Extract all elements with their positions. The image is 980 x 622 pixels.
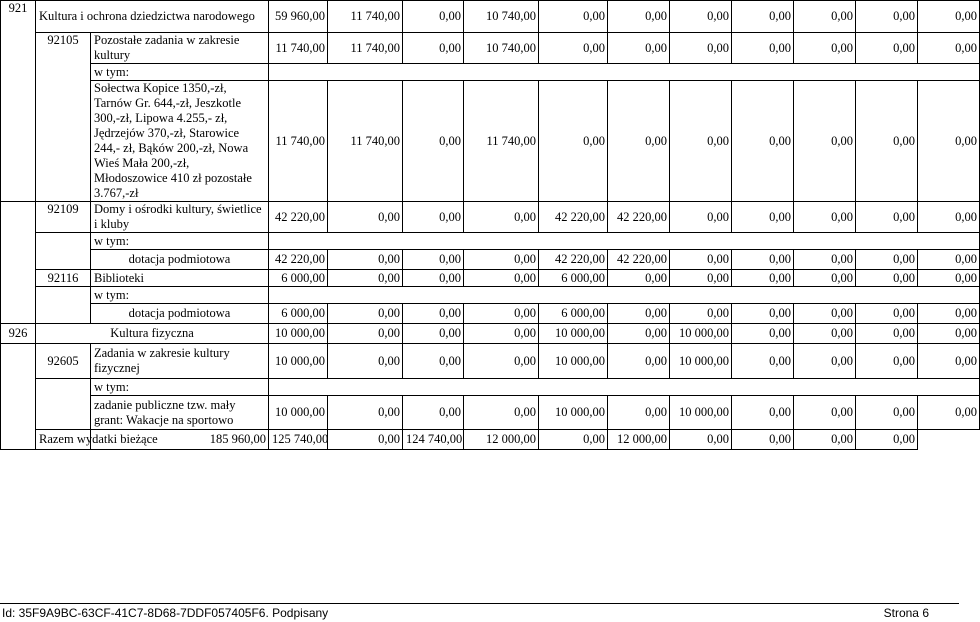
value-cell: 0,00	[794, 270, 856, 287]
value-cell: 0,00	[794, 344, 856, 379]
value-cell: 0,00	[403, 396, 464, 430]
name-cell: dotacja podmiotowa	[91, 304, 269, 324]
value-cell: 0,00	[403, 1, 464, 33]
value-cell: 0,00	[856, 1, 918, 33]
table-row	[1, 324, 980, 344]
page-number: Strona 6	[883, 606, 929, 620]
value-cell: 10 740,00	[464, 33, 539, 64]
value-cell: 0,00	[856, 33, 918, 64]
value-cell: 0,00	[732, 324, 794, 344]
value-cell: 0,00	[670, 1, 732, 33]
dzial-cell: 926	[1, 324, 36, 344]
value-cell: 0,00	[328, 202, 403, 233]
value-cell: 0,00	[794, 1, 856, 33]
name-cell: dotacja podmiotowa	[91, 250, 269, 270]
name-cell: Kultura fizyczna	[36, 324, 269, 344]
value-cell: 42 220,00	[539, 202, 608, 233]
value-cell: 10 000,00	[670, 396, 732, 430]
empty-cell	[1, 202, 36, 324]
value-cell: 0,00	[608, 1, 670, 33]
name-cell: w tym:	[91, 64, 269, 81]
value-cell: 0,00	[608, 270, 670, 287]
value-cell: 0,00	[918, 202, 980, 233]
value-cell: 0,00	[732, 202, 794, 233]
name-cell: w tym:	[91, 233, 269, 250]
total-value: 12 000,00	[464, 430, 539, 450]
value-cell: 10 000,00	[269, 324, 328, 344]
value-cell: 10 000,00	[269, 344, 328, 379]
empty-cell	[36, 379, 91, 430]
empty-cell	[269, 287, 980, 304]
value-cell: 42 220,00	[539, 250, 608, 270]
total-value: 0,00	[328, 430, 403, 450]
table-row	[1, 344, 980, 379]
total-value: 125 740,00	[269, 430, 328, 450]
table-row	[1, 287, 980, 304]
total-value: 0,00	[794, 430, 856, 450]
value-cell: 0,00	[403, 202, 464, 233]
total-value: 124 740,00	[403, 430, 464, 450]
value-cell: 42 220,00	[608, 202, 670, 233]
value-cell: 42 220,00	[269, 250, 328, 270]
value-cell: 0,00	[918, 270, 980, 287]
name-cell: Zadania w zakresie kultury fizycznej	[91, 344, 269, 379]
value-cell: 0,00	[539, 81, 608, 202]
value-cell: 0,00	[403, 270, 464, 287]
value-cell: 0,00	[794, 304, 856, 324]
value-cell: 0,00	[856, 304, 918, 324]
rozdzial-cell: 92109	[36, 202, 91, 233]
value-cell: 0,00	[403, 324, 464, 344]
value-cell: 11 740,00	[269, 33, 328, 64]
name-cell: w tym:	[91, 379, 269, 396]
value-cell: 0,00	[856, 250, 918, 270]
name-cell: zadanie publiczne tzw. mały grant: Wakacje na sportowo	[91, 396, 269, 430]
value-cell: 10 000,00	[269, 396, 328, 430]
value-cell: 0,00	[464, 304, 539, 324]
value-cell: 0,00	[403, 81, 464, 202]
empty-cell	[36, 287, 91, 324]
value-cell: 0,00	[732, 1, 794, 33]
value-cell: 0,00	[732, 81, 794, 202]
value-cell: 0,00	[608, 33, 670, 64]
value-cell: 0,00	[918, 324, 980, 344]
total-value: 0,00	[732, 430, 794, 450]
value-cell: 0,00	[328, 396, 403, 430]
empty-cell	[269, 64, 980, 81]
empty-cell	[1, 344, 36, 450]
value-cell: 0,00	[608, 344, 670, 379]
table-row	[1, 396, 980, 430]
value-cell: 0,00	[464, 250, 539, 270]
empty-cell	[36, 233, 91, 270]
value-cell: 6 000,00	[539, 304, 608, 324]
value-cell: 0,00	[918, 396, 980, 430]
value-cell: 0,00	[464, 270, 539, 287]
value-cell: 0,00	[670, 270, 732, 287]
value-cell: 0,00	[794, 202, 856, 233]
value-cell: 11 740,00	[269, 81, 328, 202]
value-cell: 0,00	[539, 33, 608, 64]
value-cell: 0,00	[403, 33, 464, 64]
table-row	[1, 1, 980, 33]
value-cell: 10 000,00	[539, 344, 608, 379]
value-cell: 0,00	[328, 304, 403, 324]
document-id: Id: 35F9A9BC-63CF-41C7-8D68-7DDF057405F6. Podpisany	[2, 606, 329, 620]
name-cell: Pozostałe zadania w zakresie kultury	[91, 33, 269, 64]
total-row	[1, 430, 980, 450]
rozdzial-cell: 92605	[36, 344, 91, 379]
value-cell: 0,00	[328, 324, 403, 344]
empty-cell	[269, 233, 980, 250]
value-cell: 0,00	[539, 1, 608, 33]
value-cell: 0,00	[464, 202, 539, 233]
name-cell: Kultura i ochrona dziedzictwa narodowego	[36, 1, 269, 33]
value-cell: 6 000,00	[269, 270, 328, 287]
value-cell: 0,00	[464, 344, 539, 379]
value-cell: 10 740,00	[464, 1, 539, 33]
total-value: 0,00	[856, 430, 918, 450]
value-cell: 0,00	[732, 304, 794, 324]
value-cell: 0,00	[732, 270, 794, 287]
value-cell: 0,00	[403, 344, 464, 379]
value-cell: 59 960,00	[269, 1, 328, 33]
value-cell: 0,00	[670, 81, 732, 202]
rozdzial-cell: 92116	[36, 270, 91, 287]
value-cell: 0,00	[794, 81, 856, 202]
value-cell: 0,00	[670, 250, 732, 270]
value-cell: 0,00	[918, 33, 980, 64]
name-cell: Sołectwa Kopice 1350,-zł, Tarnów Gr. 644,-zł, Jeszkotle 300,-zł, Lipowa 4.255,- zł, Jędrzejów 370,-zł, Starowice 244,- zł, Bąków 200,-zł, Nowa Wieś Mała 200,-zł, Młodoszowice 410 zł pozostałe 3.767,-zł	[91, 81, 269, 202]
table-row	[1, 64, 980, 81]
value-cell: 11 740,00	[328, 81, 403, 202]
total-label: Razem wydatki bieżące	[36, 430, 91, 450]
name-cell: w tym:	[91, 287, 269, 304]
value-cell: 0,00	[608, 324, 670, 344]
value-cell: 0,00	[732, 396, 794, 430]
value-cell: 0,00	[794, 324, 856, 344]
value-cell: 0,00	[732, 250, 794, 270]
table-row	[1, 379, 980, 396]
value-cell: 0,00	[608, 396, 670, 430]
value-cell: 0,00	[856, 81, 918, 202]
value-cell: 0,00	[794, 250, 856, 270]
value-cell: 11 740,00	[464, 81, 539, 202]
value-cell: 0,00	[918, 81, 980, 202]
value-cell: 0,00	[670, 33, 732, 64]
value-cell: 0,00	[608, 81, 670, 202]
empty-cell	[269, 379, 980, 396]
page-footer	[0, 603, 959, 622]
value-cell: 42 220,00	[608, 250, 670, 270]
table-row	[1, 202, 980, 233]
value-cell: 0,00	[328, 250, 403, 270]
value-cell: 0,00	[856, 344, 918, 379]
value-cell: 10 000,00	[539, 324, 608, 344]
value-cell: 0,00	[856, 202, 918, 233]
value-cell: 10 000,00	[539, 396, 608, 430]
value-cell: 0,00	[328, 270, 403, 287]
value-cell: 11 740,00	[328, 1, 403, 33]
total-value: 185 960,00	[91, 430, 269, 450]
table-row	[1, 233, 980, 250]
value-cell: 0,00	[856, 324, 918, 344]
value-cell: 0,00	[464, 396, 539, 430]
rozdzial-cell: 92105	[36, 33, 91, 202]
value-cell: 0,00	[403, 250, 464, 270]
total-value: 12 000,00	[608, 430, 670, 450]
value-cell: 0,00	[794, 33, 856, 64]
table-row	[1, 250, 980, 270]
value-cell: 0,00	[608, 304, 670, 324]
value-cell: 0,00	[732, 33, 794, 64]
value-cell: 0,00	[918, 250, 980, 270]
table-row	[1, 270, 980, 287]
value-cell: 6 000,00	[269, 304, 328, 324]
value-cell: 0,00	[670, 304, 732, 324]
value-cell: 0,00	[464, 324, 539, 344]
table-row	[1, 81, 980, 202]
value-cell: 0,00	[403, 304, 464, 324]
value-cell: 0,00	[732, 344, 794, 379]
table-row	[1, 304, 980, 324]
name-cell: Biblioteki	[91, 270, 269, 287]
value-cell: 11 740,00	[328, 33, 403, 64]
table-row	[1, 33, 980, 64]
value-cell: 10 000,00	[670, 324, 732, 344]
value-cell: 0,00	[670, 202, 732, 233]
value-cell: 10 000,00	[670, 344, 732, 379]
value-cell: 0,00	[918, 1, 980, 33]
total-value: 0,00	[670, 430, 732, 450]
value-cell: 0,00	[856, 396, 918, 430]
value-cell: 6 000,00	[539, 270, 608, 287]
value-cell: 0,00	[328, 344, 403, 379]
value-cell: 0,00	[794, 396, 856, 430]
total-value: 0,00	[539, 430, 608, 450]
value-cell: 0,00	[918, 344, 980, 379]
name-cell: Domy i ośrodki kultury, świetlice i kluby	[91, 202, 269, 233]
value-cell: 0,00	[918, 304, 980, 324]
value-cell: 42 220,00	[269, 202, 328, 233]
dzial-cell: 921	[1, 1, 36, 202]
value-cell: 0,00	[856, 270, 918, 287]
